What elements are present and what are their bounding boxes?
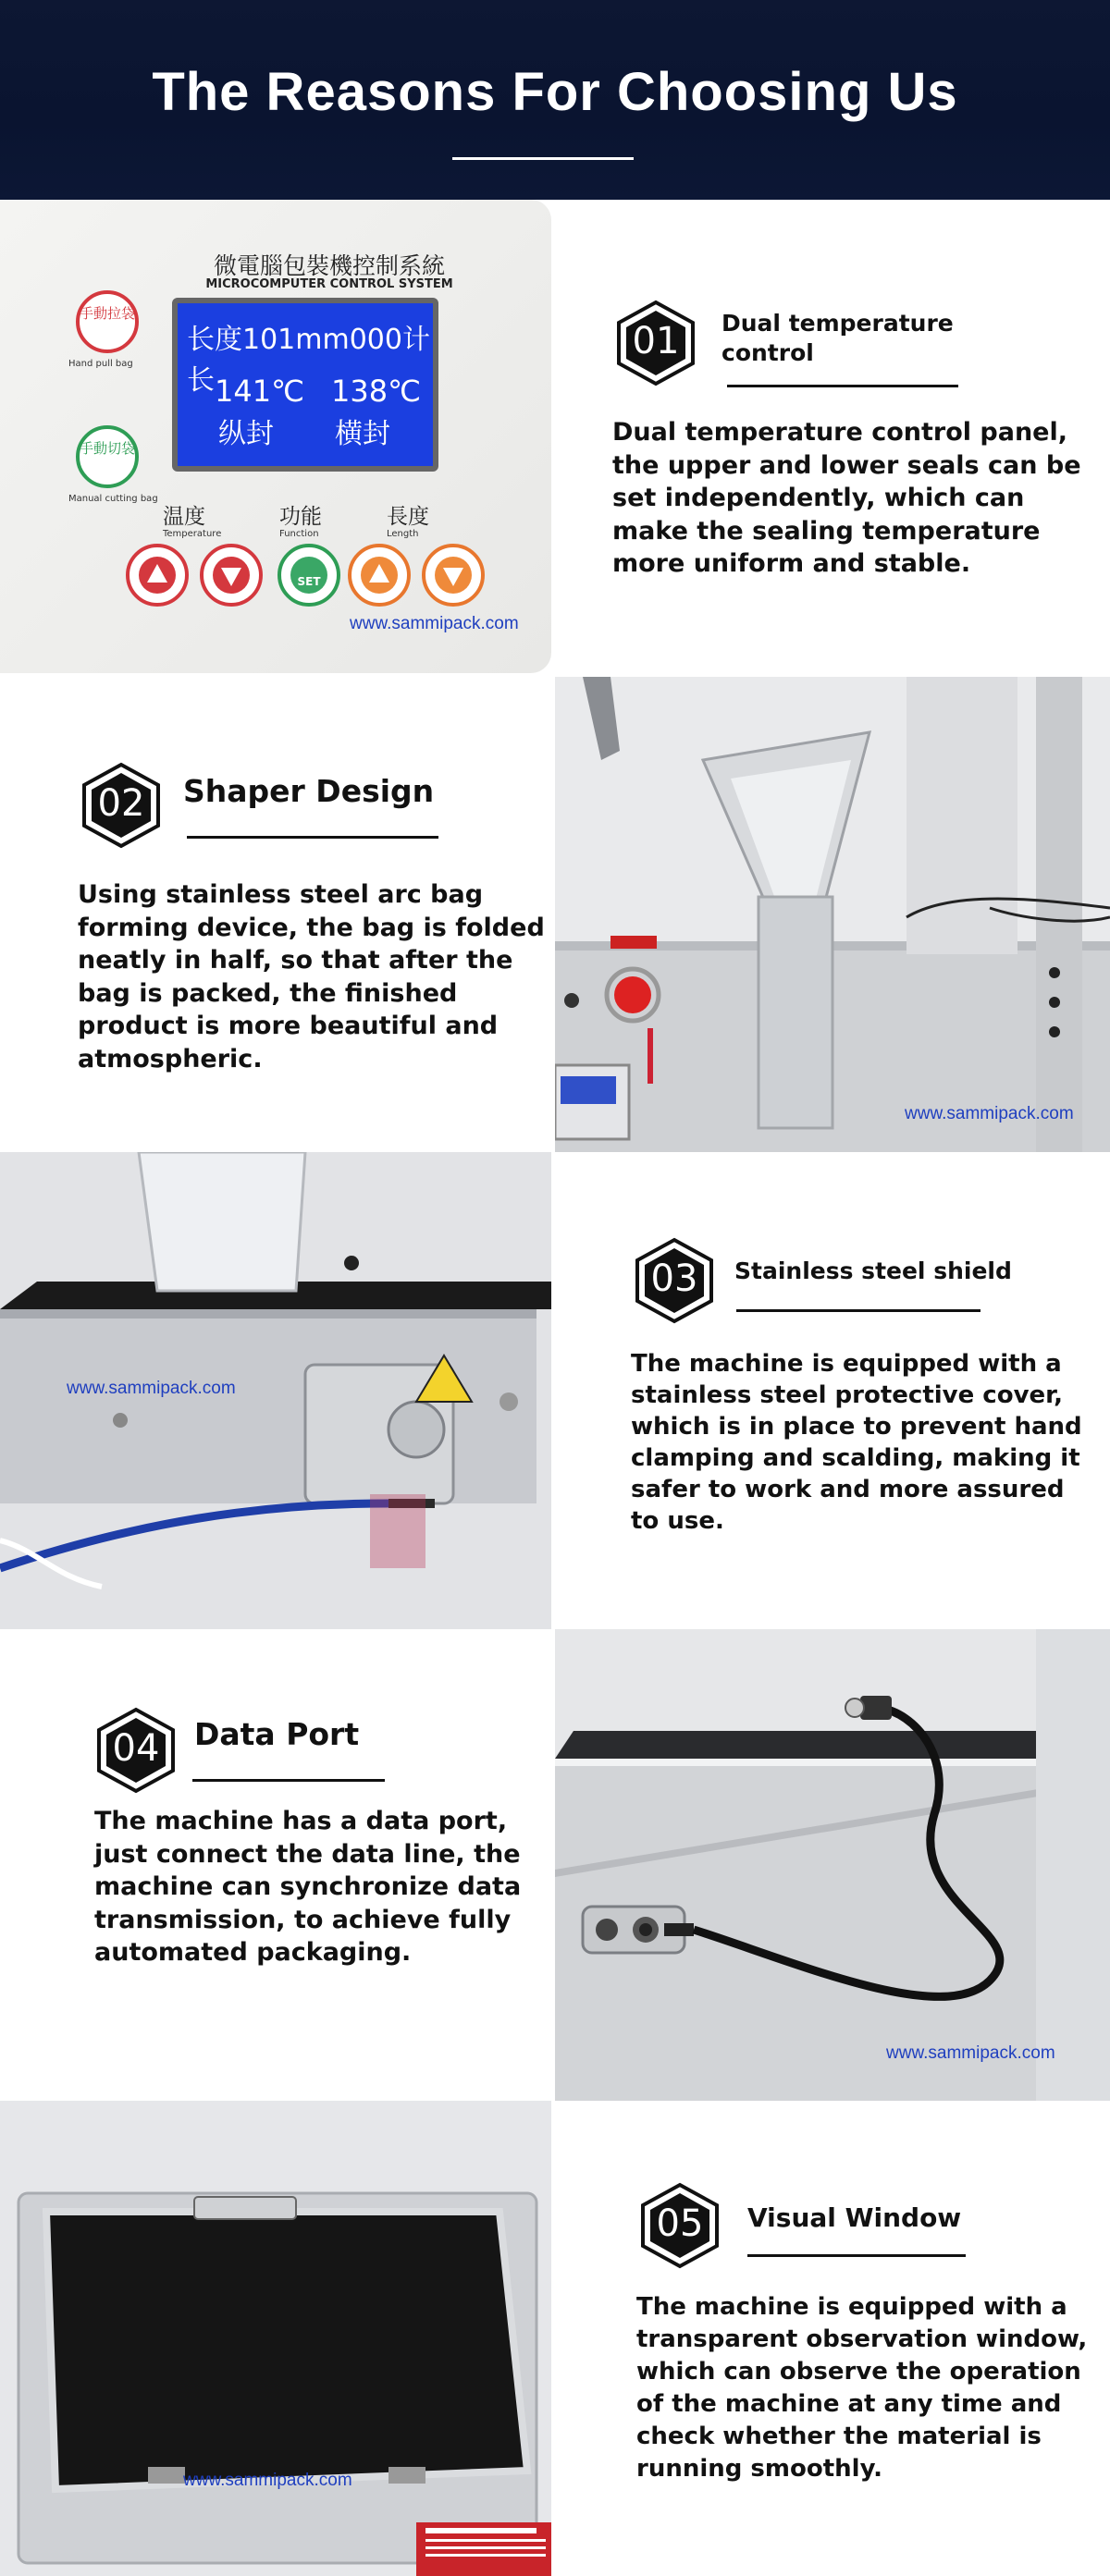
feature-description: The machine is equipped with a stainless steel protective cover, which is in place to prevent hand clamping and scalding, making it safer to work and more assured to use. <box>631 1350 1082 1535</box>
lcd-temp-1: 141℃ <box>215 374 305 409</box>
length-label-en: Length <box>387 529 419 539</box>
title-underline <box>187 836 438 839</box>
feature-section-1 <box>0 200 1110 677</box>
shaper-illustration <box>555 677 1110 1152</box>
func-label-en: Function <box>279 529 319 539</box>
feature-description: The machine is equipped with a transparent observation window, which can observe the operation of the machine at any time and check whether the material is running smoothly. <box>636 2293 1088 2483</box>
lcd-line1: 长度101mm000计长 <box>187 324 430 397</box>
set-button: SET <box>278 544 340 607</box>
triangle-down-icon <box>426 547 481 603</box>
watermark: www.sammipack.com <box>350 614 519 633</box>
feature-title: Visual Window <box>747 2202 962 2233</box>
feature-title: Shaper Design <box>183 773 435 809</box>
lcd-temp-2: 138℃ <box>331 374 422 409</box>
hand-pull-label: Hand pull bag <box>68 359 133 369</box>
triangle-up-icon <box>130 547 185 603</box>
feature-text-5 <box>551 2101 1110 2576</box>
title-underline <box>727 385 958 387</box>
lcd-label-2: 横封 <box>335 418 390 450</box>
page-title: The Reasons For Choosing Us <box>152 62 958 122</box>
feature-text-2 <box>0 677 553 1152</box>
page-header <box>0 0 1110 200</box>
control-panel-photo <box>0 200 551 677</box>
feature-number: 04 <box>112 1727 160 1770</box>
temp-down-button <box>200 544 263 607</box>
watermark: www.sammipack.com <box>183 2471 352 2490</box>
shield-photo <box>0 1152 551 1629</box>
manual-cut-bag-button: 手動切袋 <box>76 425 139 488</box>
feature-description: Using stainless steel arc bag forming device, the bag is folded neatly in half, so that after the bag is packed, the finished product is more beautiful and atmospheric. <box>78 880 545 1073</box>
lcd-label-1: 纵封 <box>218 418 274 450</box>
feature-title: Stainless steel shield <box>734 1257 1012 1284</box>
feature-text-4 <box>0 1629 553 2101</box>
shaper-photo <box>555 677 1110 1152</box>
title-underline <box>747 2254 966 2257</box>
temp-label-cn: 温度 <box>163 505 205 529</box>
feature-description: The machine has a data port, just connect the data line, the machine can synchronize data transmission, to achieve fully automated packaging. <box>94 1807 522 1967</box>
title-underline <box>736 1309 980 1312</box>
panel-header-cn: 微電腦包裝機控制系統 <box>213 252 445 279</box>
control-panel <box>0 200 551 673</box>
length-up-button <box>348 544 411 607</box>
feature-section-2 <box>0 677 1110 1152</box>
watermark: www.sammipack.com <box>905 1104 1074 1123</box>
feature-number: 03 <box>650 1257 698 1300</box>
feature-section-5 <box>0 2101 1110 2576</box>
feature-number: 02 <box>97 782 145 825</box>
feature-number: 05 <box>656 2202 704 2245</box>
feature-title: Dual temperature control <box>722 310 954 366</box>
length-label-cn: 長度 <box>387 505 429 529</box>
temp-up-button <box>126 544 189 607</box>
panel-header-en: MICROCOMPUTER CONTROL SYSTEM <box>205 277 453 291</box>
data-port-photo <box>555 1629 1110 2101</box>
visual-window-photo <box>0 2101 551 2576</box>
watermark: www.sammipack.com <box>886 2043 1055 2063</box>
data-port-illustration <box>555 1629 1110 2101</box>
triangle-down-icon <box>204 547 259 603</box>
visual-window-illustration <box>0 2101 551 2576</box>
title-underline <box>192 1779 385 1782</box>
feature-title: Data Port <box>194 1716 360 1752</box>
hand-pull-bag-button: 手動拉袋 <box>76 290 139 353</box>
title-underline <box>452 157 634 160</box>
feature-section-4 <box>0 1629 1110 2101</box>
feature-text-1 <box>551 200 1110 677</box>
func-label-cn: 功能 <box>279 505 322 529</box>
watermark: www.sammipack.com <box>67 1379 236 1398</box>
feature-section-3 <box>0 1152 1110 1629</box>
length-down-button <box>422 544 485 607</box>
temp-label-en: Temperature <box>163 529 222 539</box>
lcd-display <box>172 298 438 472</box>
feature-number: 01 <box>632 320 680 362</box>
feature-description: Dual temperature control panel, the upper and lower seals can be set independently, which can make the sealing temperature more uniform and stable. <box>612 418 1081 578</box>
feature-text-3 <box>551 1152 1110 1629</box>
manual-cut-label: Manual cutting bag <box>68 494 158 504</box>
triangle-up-icon <box>352 547 407 603</box>
